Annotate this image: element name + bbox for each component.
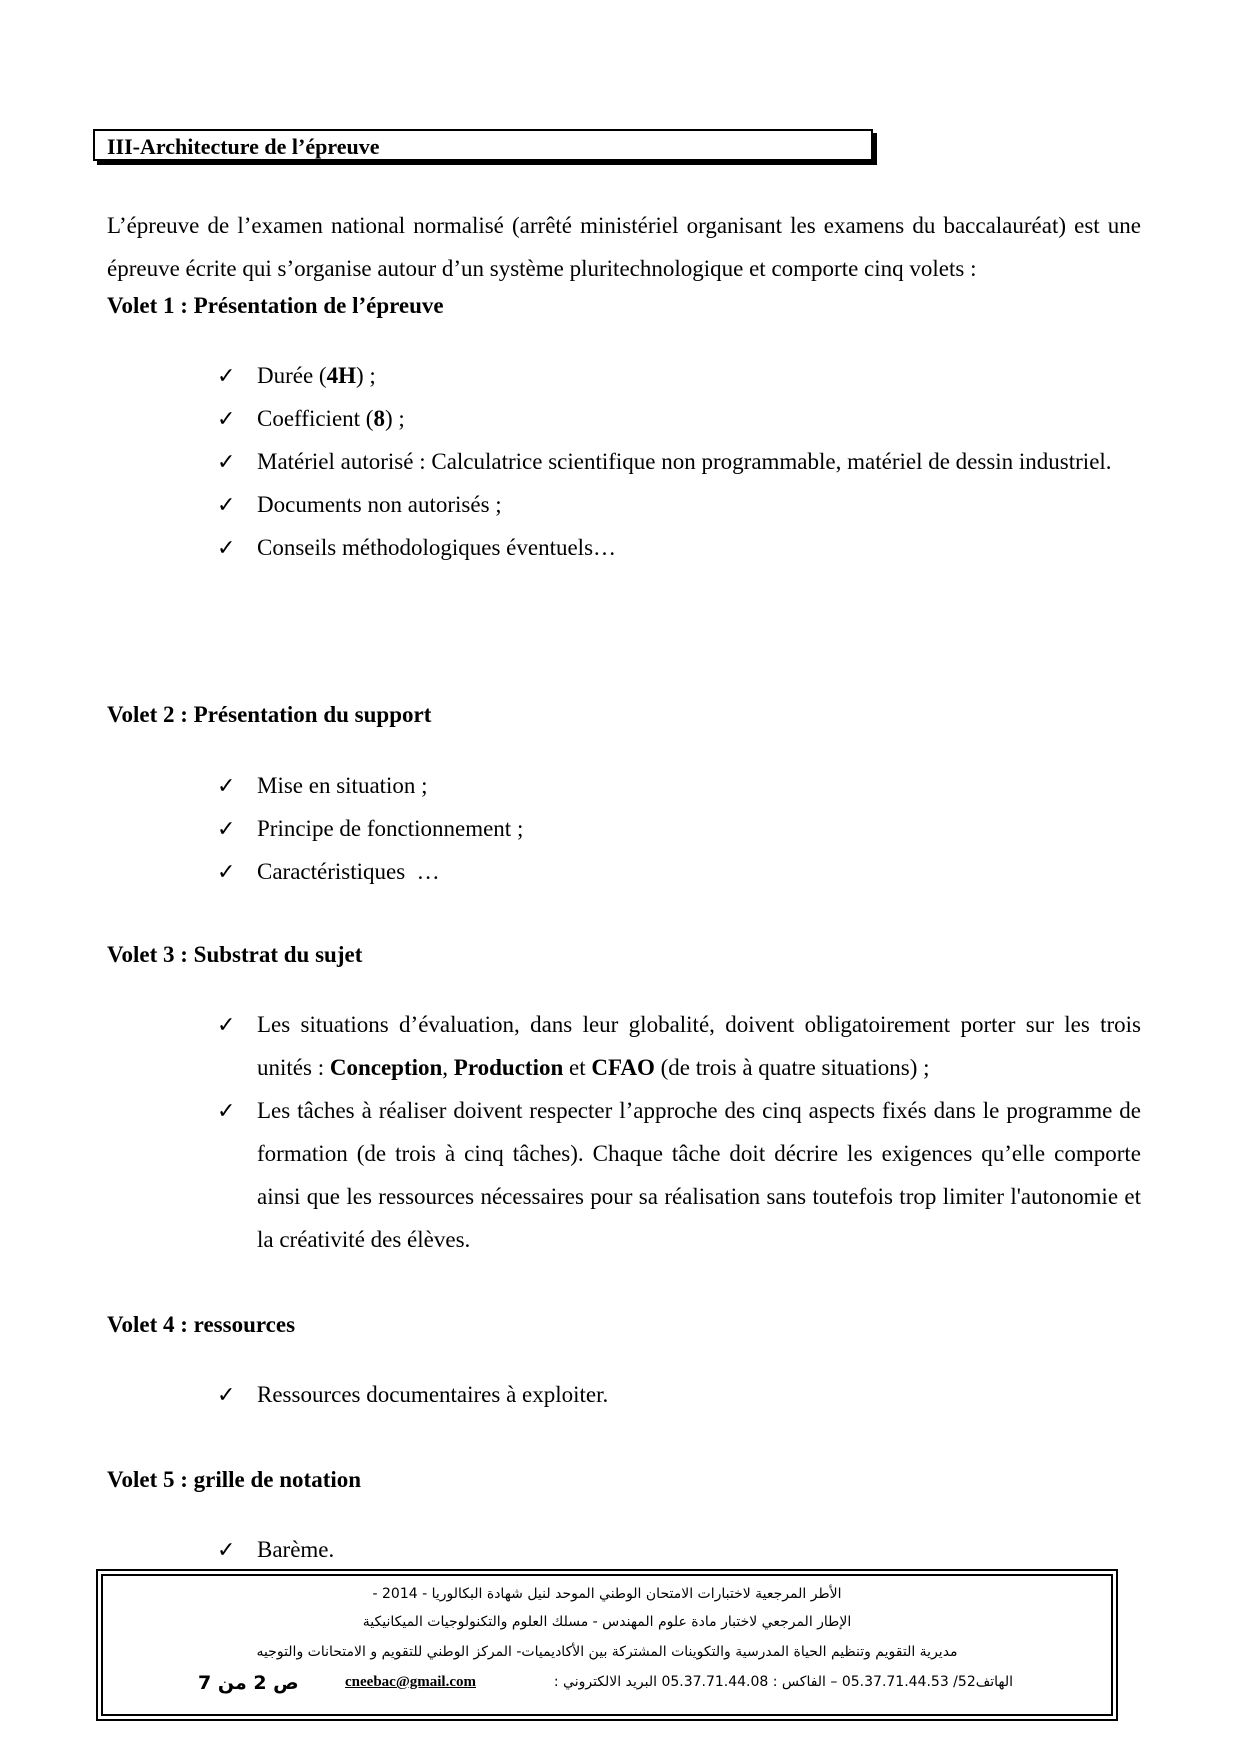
volet-4-list xyxy=(217,1373,1141,1416)
list-item: ✓ Ressources documentaires à exploiter. xyxy=(217,1373,1141,1416)
volet-3-list xyxy=(217,1003,1141,1261)
check-icon: ✓ xyxy=(217,449,236,474)
footer-email-link[interactable]: cneebac@gmail.com xyxy=(345,1674,477,1690)
check-icon: ✓ xyxy=(217,363,236,388)
intro-paragraph: L’épreuve de l’examen national normalisé (arrêté ministériel organisant les examens du baccalauréat) est une épreuve écrite qui s’organise autour d’un système pluritechnologique et comporte cinq volets : xyxy=(107,213,1141,281)
list-item: ✓ Les situations d’évaluation, dans leur globalité, doivent obligatoirement porter sur les trois unités : Conception, Production et CFAO (de trois à quatre situations) ; xyxy=(217,1003,1141,1089)
check-icon: ✓ xyxy=(217,535,236,560)
check-icon: ✓ xyxy=(217,492,236,517)
section-title: III-Architecture de l’épreuve xyxy=(93,129,873,161)
volet-5-list xyxy=(217,1528,1141,1571)
check-icon: ✓ xyxy=(217,1382,236,1407)
check-icon: ✓ xyxy=(217,816,236,841)
list-item: ✓ Mise en situation ; xyxy=(217,764,1141,807)
list-item: ✓ Conseils méthodologiques éventuels… xyxy=(217,526,1141,569)
list-item: ✓ Barème. xyxy=(217,1528,1141,1571)
list-item: ✓ Matériel autorisé : Calculatrice scientifique non programmable, matériel de dessin industriel. xyxy=(217,440,1141,483)
check-icon: ✓ xyxy=(217,1012,236,1037)
footer-contact-row xyxy=(103,1674,1111,1696)
volet-2-title: Volet 2 : Présentation du support xyxy=(107,702,432,727)
volet-1-list xyxy=(217,354,1141,569)
check-icon: ✓ xyxy=(217,859,236,884)
check-icon: ✓ xyxy=(217,406,236,431)
volet-4-title: Volet 4 : ressources xyxy=(107,1312,296,1337)
list-item: ✓ Documents non autorisés ; xyxy=(217,483,1141,526)
volet-5-title: Volet 5 : grille de notation xyxy=(107,1467,362,1492)
footer-line-1: الأطر المرجعية لاختبارات الامتحان الوطني الموحد لنيل شهادة البكالوريا - 2014 - xyxy=(372,1586,842,1602)
footer-contact: الهاتف52/ 05.37.71.44.53 – الفاكس : 05.37.71.44.08 البريد الالكتروني : xyxy=(553,1674,1013,1690)
volet-3-title: Volet 3 : Substrat du sujet xyxy=(107,942,363,967)
footer-line-2: الإطار المرجعي لاختبار مادة علوم المهندس - مسلك العلوم والتكنولوجيات الميكانيكية xyxy=(362,1614,852,1630)
footer-line-3: مديرية التقويم وتنظيم الحياة المدرسية والتكوينات المشتركة بين الأكاديميات- المركز الوطني للتقويم و الامتحانات والتوجيه xyxy=(256,1644,958,1660)
check-icon: ✓ xyxy=(217,1098,236,1123)
check-icon: ✓ xyxy=(217,1537,236,1562)
footer-box xyxy=(101,1574,1113,1716)
list-item: ✓ Coefficient (8) ; xyxy=(217,397,1141,440)
volet-1-title: Volet 1 : Présentation de l’épreuve xyxy=(107,293,444,318)
list-item: ✓ Durée (4H) ; xyxy=(217,354,1141,397)
page-number: ص 2 من 7 xyxy=(198,1672,299,1694)
check-icon: ✓ xyxy=(217,773,236,798)
volet-2-list xyxy=(217,764,1141,893)
list-item: ✓ Principe de fonctionnement ; xyxy=(217,807,1141,850)
list-item: ✓ Les tâches à réaliser doivent respecter l’approche des cinq aspects fixés dans le programme de formation (de trois à cinq tâches). Chaque tâche doit décrire les exigences qu’elle comporte ainsi que les ressources nécessaires pour sa réalisation sans toutefois trop limiter l'autonomie et la créativité des élèves. xyxy=(217,1089,1141,1261)
list-item: ✓ Caractéristiques … xyxy=(217,850,1141,893)
